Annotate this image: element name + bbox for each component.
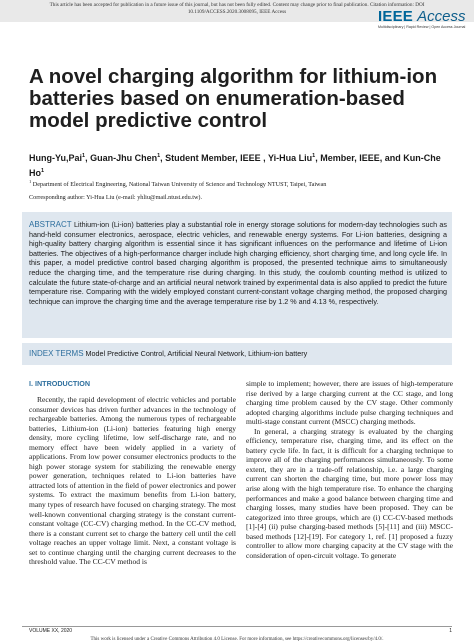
index-terms <box>29 349 447 359</box>
affiliation <box>29 178 449 189</box>
logo-ieee-text: IEEE <box>378 8 413 25</box>
intro-right-paragraph-2: In general, a charging strategy is evaluated by the charging efficiency, temperature rise, charging time, and its effect on the battery cycle life. In fact, it is difficult for a charging technique to improve all of the charging performances simultaneously. To some extent, they are in a trade-off relationship, i.e. a large charging current can shorten the charging time, but more power loss may arise along with the high temperature rise. To enhance the charging performances and make a good balance between charging time and charging losses, many studies have been proposed. They can be categorized into three groups, which are (i) CC-CV-based methods [1]-[4] (ii) pulse charging-based methods [5]-[11] and (iii) MSCC-based methods [12]-[19]. For category 1, ref. [1] proposed a fuzzy controller to allow more charging capacity at the CV stage with the consideration of open-circuit voltage. To generate <box>246 426 453 560</box>
author-1: Hung-Yu,Pai <box>29 153 83 163</box>
affiliation-text: Department of Electrical Engineering, National Taiwan University of Science and Technology NTUST, Taipei, Taiwan <box>32 181 327 189</box>
author-4: , Member, IEEE, and Kun-Che Ho <box>29 153 441 178</box>
banner-line-2: 10.1109/ACCESS.2020.3008095, IEEE Access <box>187 9 287 15</box>
footer-divider <box>22 626 452 627</box>
author-2-affiliation-mark: 1 <box>157 153 161 159</box>
abstract-text: Lithium-ion (Li-ion) batteries play a substantial role in energy storage solutions for modern-day technologies such as hand-held consumer electronics, aerospace, electric vehicles, and renewable energy systems. For Li-ion batteries, designing a high-quality battery charging algorithm is essential since it has significant influences on the performance and lifetime of Li-ion batteries. The objectives of a high-performance charger include high charging efficiency, short charging time, and long cycle life. In this paper, a model predictive control based charging algorithm is proposed, the presented technique aims to simultaneously reduce the charging time, and the temperature rise during charging. In this study, the coulomb counting method is utilized to calculate the future state-of-charge and an artificial neural network trained by experimental data is also applied to predict the future temperature rise. Comparing with the widely employed constant current-constant voltage charging method, the proposed charging technique can improve the charging time and the average temperature rise by 1.2 % and 4.13 %, respectively. <box>29 220 447 306</box>
author-1-affiliation-mark: 1 <box>82 153 86 159</box>
index-terms-text: Model Predictive Control, Artificial Neural Network, Lithium-ion battery <box>85 349 308 358</box>
index-terms-label: INDEX TERMS <box>29 349 84 358</box>
footer-volume: VOLUME XX, 2020 <box>29 628 73 634</box>
intro-left-column: Recently, the rapid development of electric vehicles and portable consumer devices has driven further advances in the technology of rechargeable batteries. Among the numerous types of rechargeable batteries, Lithium-ion (Li-ion) batteries featuring high energy density, more cycling lifetime, low self-discharge rate, and no memory effect have been widely applied in a variety of applications. From low power consumer electronics products to the high power storage system for stabilizing the renewable energy power generation, techniques related to Li-ion batteries have attracted lots of attention in the field of power electronics and power systems. To extract the maximum benefits from Li-ion battery, many types of research have focused on charging strategy. The most well-known conventional charging strategy is the constant current-constant voltage (CC-CV) charging method. In the CC-CV method, there is a constant current set to charge the battery cell until the cell voltage reaches an upper voltage limit. Next, a constant voltage is set to continue charging until the charging current decreases to the threshold value. The CC-CV method is <box>29 395 236 567</box>
intro-right-paragraph-1: simple to implement; however, there are issues of high-temperature rise derived by a large charging current at the CC stage, and long charging time problem caused by the CV stage. Other commonly adopted charging algorithms include pulse charging techniques and multi-stage constant current (MSCC) charging methods. <box>246 379 453 427</box>
paper-title: A novel charging algorithm for lithium-ion batteries based on enumeration-based model predictive control <box>29 65 438 132</box>
author-3-affiliation-mark: 1 <box>312 153 316 159</box>
author-4-affiliation-mark: 1 <box>41 167 45 174</box>
ieee-access-logo <box>378 9 464 35</box>
logo-access-text: Access <box>417 8 466 25</box>
corresponding-author: Corresponding author: Yi-Hua Liu (e-mail: yhliu@mail.ntust.edu.tw). <box>29 194 203 201</box>
author-3: , Student Member, IEEE , Yi-Hua Liu <box>160 153 313 163</box>
footer-page-number: 1 <box>449 628 452 634</box>
affiliation-mark: 1 <box>29 179 32 184</box>
banner-line-1: This article has been accepted for publication in a future issue of this journal, but has not been fully edited. Content may change prior to final publication. Citation information: DOI <box>49 2 425 8</box>
section-heading-introduction: I. INTRODUCTION <box>29 379 91 388</box>
logo-tagline: Multidisciplinary | Rapid Review | Open Access Journal <box>378 25 466 29</box>
author-2: , Guan-Jhu Chen <box>85 153 158 163</box>
author-list <box>29 150 449 179</box>
license-notice: This work is licensed under a Creative Commons Attribution 4.0 License. For more information, see https://creativecommons.org/licenses/by/4.0/. <box>90 637 384 642</box>
abstract-label: ABSTRACT <box>29 220 72 229</box>
intro-right-column <box>246 379 453 560</box>
abstract <box>29 220 447 306</box>
